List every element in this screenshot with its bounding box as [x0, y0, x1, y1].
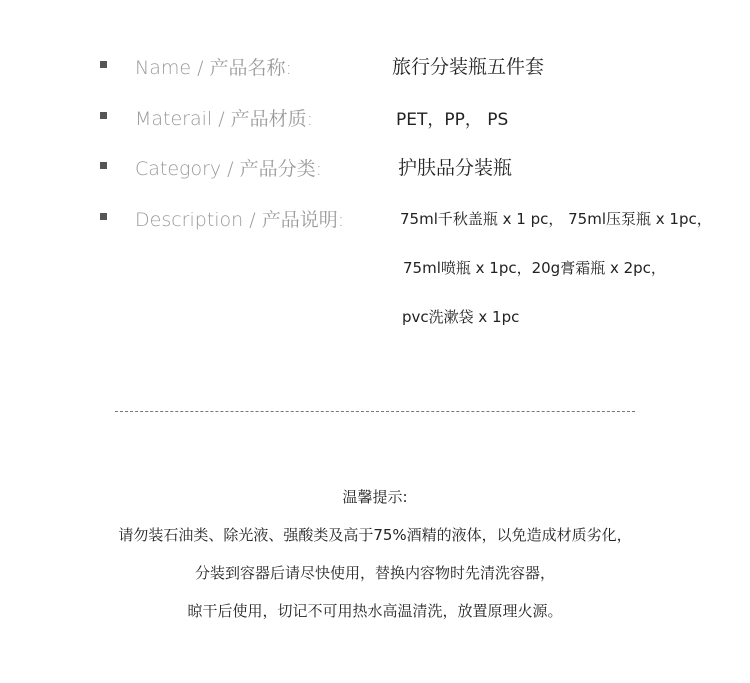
spec-label-description: Description / 产品说明:: [135, 209, 345, 231]
spec-value-category: 护肤品分装瓶: [398, 157, 513, 179]
spec-label-category: Category / 产品分类:: [135, 158, 323, 180]
spec-value-description-line-1: 75ml千秋盖瓶 x 1 pc， 75ml压泵瓶 x 1pc，: [400, 210, 712, 228]
bullet-icon: [100, 112, 107, 119]
tips-line-1: 请勿装石油类、除光液、强酸类及高于75%酒精的液体，以免造成材质劣化，: [118, 526, 632, 544]
tips-title: 温馨提示:: [342, 488, 408, 506]
tips-line-3: 晾干后使用，切记不可用热水高温清洗，放置原理火源。: [187, 602, 563, 620]
spec-value-description-line-3: pvc洗漱袋 x 1pc: [402, 308, 520, 326]
bullet-icon: [100, 61, 107, 68]
bullet-icon: [100, 162, 107, 169]
spec-label-name: Name / 产品名称:: [135, 57, 292, 79]
bullet-icon: [100, 213, 107, 220]
spec-value-name: 旅行分装瓶五件套: [392, 56, 545, 78]
tips-line-2: 分装到容器后请尽快使用，替换内容物时先清洗容器，: [194, 564, 555, 582]
dashed-divider: [115, 411, 635, 412]
spec-value-description-line-2: 75ml喷瓶 x 1pc，20g膏霜瓶 x 2pc，: [403, 259, 666, 277]
spec-label-material: Materail / 产品材质:: [135, 108, 314, 130]
spec-value-material: PET，PP， PS: [396, 110, 509, 130]
